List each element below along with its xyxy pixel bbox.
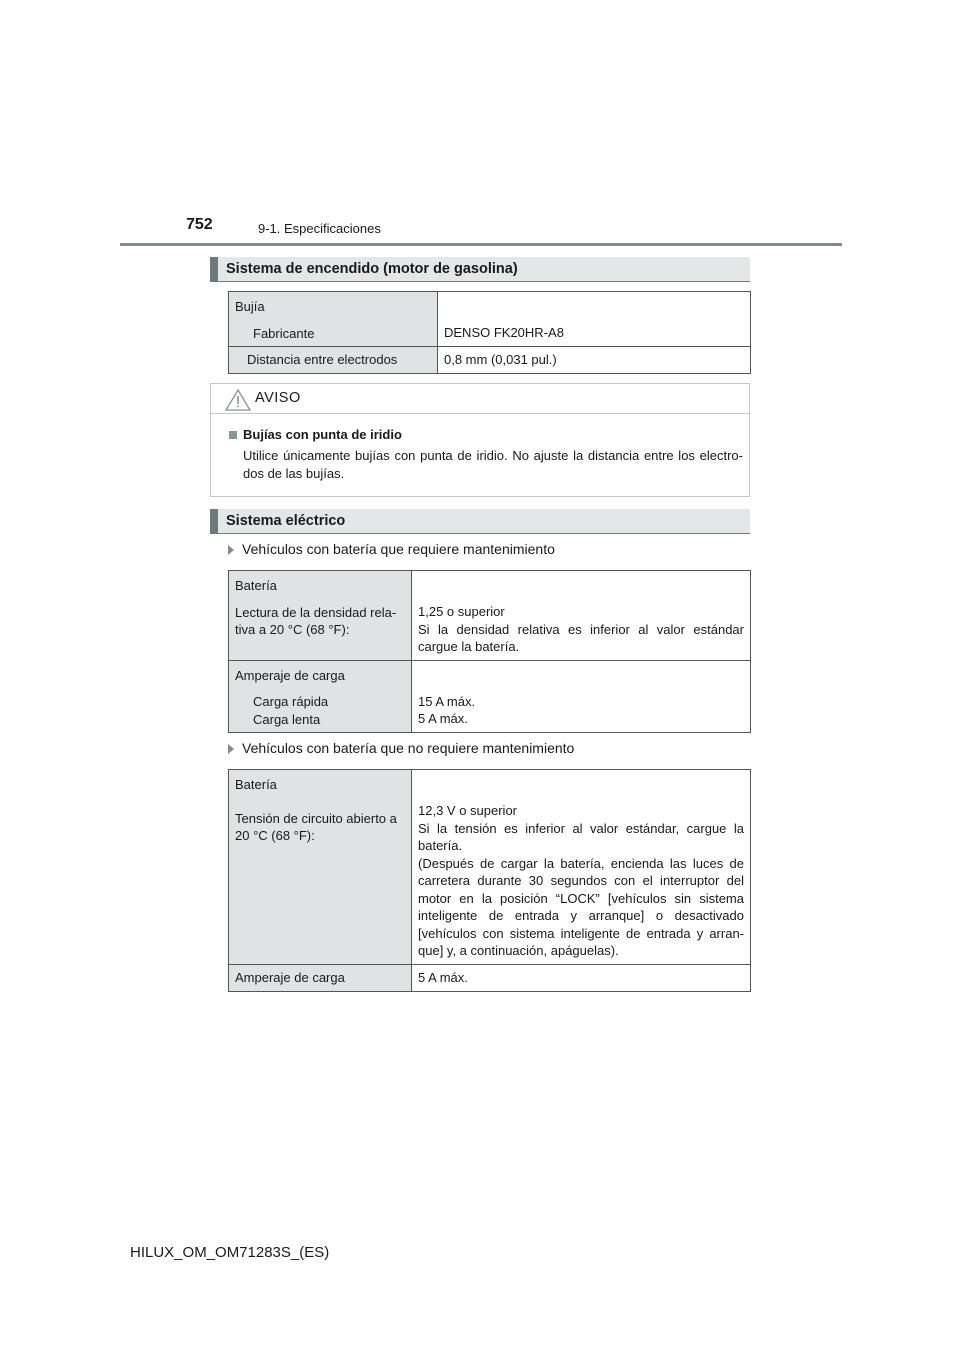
notice-body: Utilice únicamente bujías con punta de iridio. No ajuste la distancia entre los electro- dos de las bujías. bbox=[243, 448, 743, 481]
section-path: 9-1. Especificaciones bbox=[258, 221, 381, 236]
battery-label: Batería bbox=[235, 578, 277, 593]
table-row bbox=[229, 571, 751, 661]
charge-amp-label: Amperaje de carga bbox=[235, 970, 345, 985]
density-value-note: Si la densidad relativa es inferior al valor estándar cargue la batería. bbox=[418, 621, 744, 654]
manufacturer-label: Fabricante bbox=[253, 325, 315, 341]
table-row bbox=[229, 347, 751, 374]
charge-amp-value: 5 A máx. bbox=[418, 970, 468, 985]
nomaint-battery-table bbox=[228, 769, 751, 992]
maint-battery-table bbox=[228, 570, 751, 733]
density-value-primary: 1,25 o superior bbox=[418, 604, 505, 619]
voltage-value-note: Si la tensión es inferior al valor estándar, cargue la batería. bbox=[418, 820, 744, 853]
voltage-value-primary: 12,3 V o superior bbox=[418, 803, 518, 818]
square-bullet-icon bbox=[229, 431, 237, 439]
gap-label-cell bbox=[229, 347, 438, 374]
density-label: Lectura de la densidad rela- tiva a 20 °C (68 °F): bbox=[235, 604, 397, 637]
battery-label-cell bbox=[229, 571, 412, 661]
table-row bbox=[229, 292, 751, 347]
slow-charge-value: 5 A máx. bbox=[418, 711, 468, 726]
gap-value-cell bbox=[438, 347, 751, 374]
charge-amp-label-cell bbox=[229, 965, 412, 992]
table-row bbox=[229, 965, 751, 992]
warning-triangle-icon bbox=[225, 389, 251, 411]
charge-value-cell bbox=[412, 660, 751, 733]
nomaint-battery-heading: Vehículos con batería que no requiere mantenimiento bbox=[228, 740, 574, 756]
spark-plug-label-cell bbox=[229, 292, 438, 347]
notice-subtitle: Bujías con punta de iridio bbox=[229, 427, 402, 442]
ignition-section-heading: Sistema de encendido (motor de gasolina) bbox=[210, 257, 750, 282]
density-value-cell bbox=[412, 571, 751, 661]
charge-amp-label: Amperaje de carga bbox=[235, 667, 345, 683]
notice-header bbox=[211, 384, 749, 414]
maint-battery-heading: Vehículos con batería que requiere mantenimiento bbox=[228, 541, 555, 557]
manufacturer-value-cell bbox=[438, 292, 751, 347]
manufacturer-value: DENSO FK20HR-A8 bbox=[444, 325, 564, 340]
table-row bbox=[229, 660, 751, 733]
battery-label: Batería bbox=[235, 777, 277, 792]
table-row bbox=[229, 770, 751, 965]
header-divider bbox=[120, 243, 842, 246]
notice-title: AVISO bbox=[255, 390, 301, 406]
triangle-bullet-icon bbox=[228, 545, 234, 555]
gap-label: Distancia entre electrodos bbox=[247, 352, 398, 367]
charge-amp-value-cell bbox=[412, 965, 751, 992]
fast-charge-label: Carga rápida bbox=[253, 694, 329, 709]
electrical-section-heading: Sistema eléctrico bbox=[210, 509, 750, 534]
voltage-value-instructions: (Después de cargar la batería, encienda las luces de carretera durante 30 segundos con el interruptor del motor en la posición “LOCK” [vehículos sin sistema inteligente de entrada y arranque] o desactivado [vehículos con sistema inteligente de entrada y arran- que] y, a continuación, apáguelas). bbox=[418, 855, 744, 958]
slow-charge-label: Carga lenta bbox=[253, 711, 321, 727]
voltage-label-cell bbox=[229, 770, 412, 965]
charge-label-cell bbox=[229, 660, 412, 733]
ignition-spec-table bbox=[228, 291, 751, 374]
warning-notice bbox=[210, 383, 750, 497]
fast-charge-value: 15 A máx. bbox=[418, 693, 476, 709]
voltage-value-cell bbox=[412, 770, 751, 965]
voltage-label: Tensión de circuito abierto a 20 °C (68 °F): bbox=[235, 810, 397, 843]
triangle-bullet-icon bbox=[228, 744, 234, 754]
spark-plug-group-label: Bujía bbox=[235, 299, 265, 314]
document-id-footer: HILUX_OM_OM71283S_(ES) bbox=[130, 1244, 330, 1261]
page-number: 752 bbox=[186, 216, 213, 233]
gap-value: 0,8 mm (0,031 pul.) bbox=[444, 352, 557, 367]
